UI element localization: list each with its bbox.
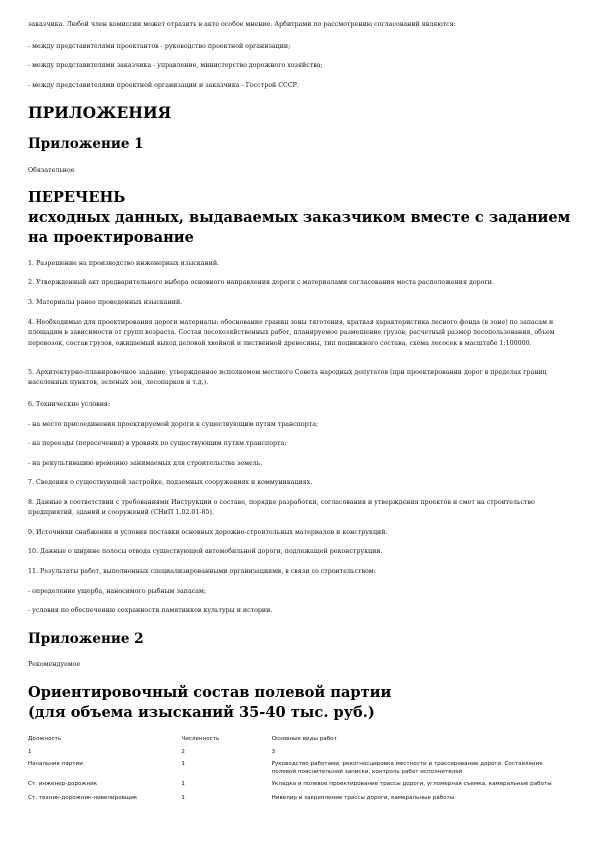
- table-cell: Руководство работами, рекогносцировка местности и трассирование дороги. Составление полевой пояснительной записки, контроль работ исполнителей: [271, 761, 543, 775]
- appendix2-heading: (для объема изысканий 35-40 тыс. руб.): [28, 704, 375, 721]
- appendices-heading: ПРИЛОЖЕНИЯ: [28, 103, 172, 122]
- staff-table: [28, 736, 566, 808]
- list-item: - на место присоединения проектируемой дороги к существующим путям транспорта;: [28, 421, 319, 428]
- list-item: 10. Данные о ширине полосы отвода существующей автомобильной дороги, подлежащей реконструкции.: [28, 548, 383, 555]
- table-header-row: [28, 736, 566, 749]
- table-cell: 1: [181, 781, 185, 788]
- table-cell: 1: [181, 795, 185, 802]
- appendix2-status: Рекомендуемое: [28, 661, 81, 668]
- list-item: 1. Разрешение на производство инженерных изысканий.: [28, 260, 220, 267]
- table-row: [28, 761, 566, 781]
- table-cell: Ст. техник-дорожник-нивелировщик: [28, 795, 138, 802]
- intro-list-item: - между представителями проектантов - руководство проектной организации;: [28, 43, 291, 50]
- list-item: - на переезды (пересечения) в уровнях по существующим путям транспорта;: [28, 440, 287, 447]
- appendix2-heading: Ориентировочный состав полевой партии: [28, 684, 392, 701]
- appendix2-title: Приложение 2: [28, 631, 144, 647]
- appendix1-heading: на проектирование: [28, 229, 194, 246]
- table-cell: 3: [271, 748, 276, 755]
- table-header-cell: Численность: [181, 736, 220, 742]
- table-row: [28, 781, 566, 795]
- appendix1-heading: ПЕРЕЧЕНЬ: [28, 189, 126, 206]
- intro-paragraph: заказчика. Любой член комиссии может отразить в акте особое мнение. Арбитрами по рассмотрению согласований являются:: [28, 21, 456, 28]
- list-item: 8. Данные в соответствии с требованиями Инструкции о составе, порядке разработки, согласования и утверждения проектов и смет на строительство предприятий, зданий и сооружений (СНиП 1.02.01-85).: [28, 499, 535, 517]
- table-cell: Нивелир и закрепление трассы дороги, камеральные работы: [271, 795, 455, 802]
- list-item: 9. Источники снабжения и условия поставки основных дорожно-строительных материалов и конструкций.: [28, 529, 388, 536]
- appendix1-status: Обязательное: [28, 167, 75, 174]
- list-item: - определение ущерба, наносимого рыбным запасам;: [28, 588, 207, 595]
- table-number-row: [28, 749, 566, 762]
- appendix1-heading: исходных данных, выдаваемых заказчиком вместе с заданием: [28, 209, 571, 226]
- table-row: [28, 795, 566, 808]
- table-cell: 2: [181, 748, 185, 755]
- list-item: 7. Сведения о существующей застройке, подземных сооружениях и коммуникациях.: [28, 479, 313, 486]
- table-cell: 1: [28, 748, 32, 755]
- table-cell: Начальник партии: [28, 761, 83, 768]
- list-item: 2. Утвержденный акт предварительного выбора основного направления дороги с материалами согласования места расположения дороги.: [28, 279, 494, 286]
- table-cell: 1: [181, 761, 185, 768]
- table-cell: Ст. инженер-дорожник: [28, 781, 98, 788]
- table-cell: Укладка и полевое проектирование трассы дороги, угломерная съемка, камеральные работы: [271, 781, 552, 788]
- table-header-cell: Основные виды работ: [271, 736, 337, 742]
- list-item: - условия по обеспечению сохранности памятников культуры и истории.: [28, 607, 273, 614]
- appendix1-title: Приложение 1: [28, 136, 144, 152]
- list-item: 6. Технические условия:: [28, 401, 111, 408]
- list-item: 5. Архитектурно-планировочное задание, утвержденное исполкомом местного Совета народных депутатов (при проектировании дорог в пределах границ населенных пунктов, зеленых зон, лесопарков и т.д.).: [28, 369, 547, 387]
- intro-list-item: - между представителями проектной организации и заказчика - Госстрой СССР.: [28, 82, 299, 89]
- table-header-cell: Должность: [28, 736, 62, 742]
- intro-list-item: - между представителями заказчика - управление, министерство дорожного хозяйства;: [28, 62, 323, 69]
- list-item: - на рекультивацию временно занимаемых для строительства земель.: [28, 460, 263, 467]
- list-item: 11. Результаты работ, выполненных специализированными организациями, в связи со строительством:: [28, 568, 376, 575]
- list-item: 3. Материалы ранее проведенных изысканий.: [28, 299, 183, 306]
- list-item: 4. Необходимые для проектирования дороги материалы: обоснование границ зоны тяготения, краткая характеристика лесного фонда (в зоне) по запасам и площадям в зависимости от групп возраста. Состав лесохозяйственных работ, планируемое размещение грузов, расчетный размер лесопользования, объем перевозок, состав грузов, ожидаемый выход деловой хвойной и лиственной древесины, тип подвижного состава, схема лесосек в масштабе 1:100000.: [28, 319, 555, 347]
